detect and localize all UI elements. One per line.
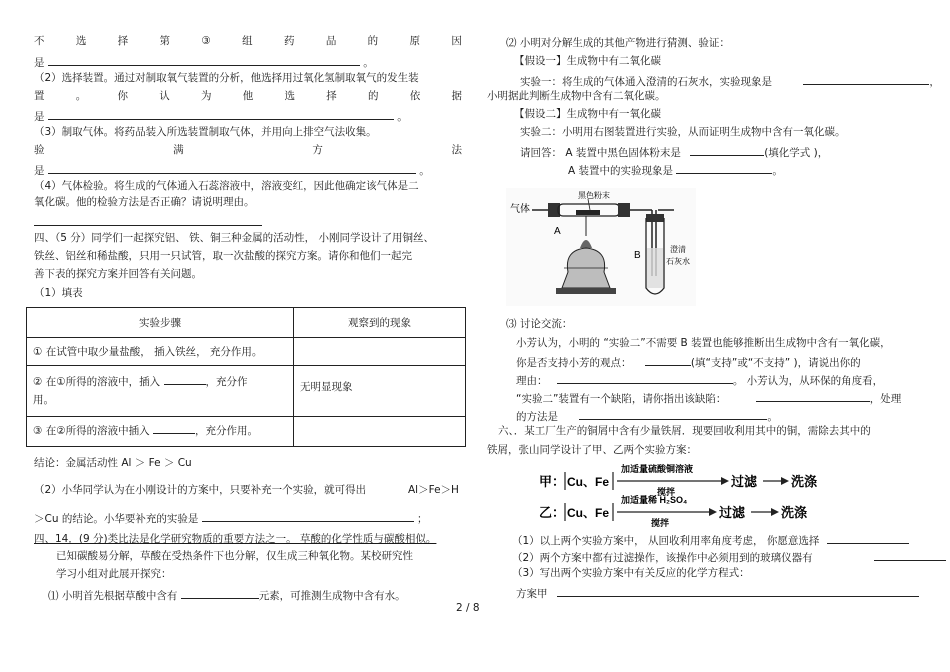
sub-question-1: （1）以上两个实验方案中， 从回收利用率角度考虑， 你愿意选择 — [512, 532, 909, 548]
q2-line-1: （2）小华同学认为在小刚设计的方案中，只要补充一个实验，就可得出 — [34, 484, 367, 496]
right-line-5: 【假设二】生成物中有一氧化碳 — [514, 108, 661, 120]
answer-blank[interactable] — [202, 510, 414, 522]
right-line-6: 实验二：小明用右图装置进行实验，从而证明生成物中含有一氧化碳。 — [520, 126, 846, 138]
right-line-14: 的方法是 。 — [516, 408, 778, 424]
answer-blank[interactable] — [48, 162, 416, 174]
q6-line-1: 六、．某工厂生产的铜屑中含有少量铁屑．现要回收利用其中的铜，需除去其中的 — [498, 425, 871, 437]
right-line-7: 请回答： A 装置中黑色固体粉末是 (填化学式 )， — [520, 144, 828, 160]
char: ③ — [201, 35, 211, 47]
right-line-9: ⑶ 讨论交流： — [506, 318, 573, 330]
char: 选 — [75, 35, 87, 47]
reason-blank-line[interactable] — [34, 214, 262, 230]
char: 原 — [409, 35, 421, 47]
answer-blank[interactable] — [579, 408, 767, 420]
q4-line-3: 善下表的探究方案并回答有关问题。 — [34, 268, 202, 280]
header-observation: 观察到的现象 — [294, 308, 466, 338]
q4-line-2: 铁丝、铝丝和稀盐酸，只用一只试管，取一次盐酸的探究方案。请你和他们一起完 — [34, 250, 412, 262]
scheme-jia-step3: 洗涤 — [791, 474, 818, 489]
answer-blank[interactable] — [690, 144, 764, 156]
answer-blank[interactable] — [48, 108, 394, 120]
scheme-jia-step2: 过滤 — [731, 474, 758, 489]
right-line-8: A 装置中的实验现象是 。 — [568, 162, 783, 178]
answer-blank[interactable] — [557, 585, 919, 597]
stopper-right — [618, 203, 630, 217]
scheme-yi-below: 搅拌 — [651, 518, 670, 528]
right-line-1: ⑵ 小明对分解生成的其他产物进行猜测、验证： — [506, 37, 730, 49]
row2-observation: 无明显现象 — [294, 366, 466, 416]
right-line-10: 小芳认为，小明的 “实验二”不需要 B 装置也能够推断出生成物中含有一氧化碳， — [516, 337, 891, 349]
left-line-8: 是 。 — [34, 162, 430, 178]
apparatus-diagram — [506, 188, 696, 306]
experiment-table — [26, 307, 466, 447]
right-line-4: 小明据此判断生成物中含有二氧化碳。 — [487, 90, 666, 102]
black-powder — [576, 210, 600, 215]
right-line-2: 【假设一】生成物中有二氧化碳 — [514, 55, 661, 67]
answer-blank[interactable] — [34, 214, 262, 226]
row3-observation[interactable] — [294, 416, 466, 446]
answer-blank[interactable] — [557, 372, 733, 384]
char: 药 — [283, 35, 295, 47]
scheme-yi-label: 乙： — [539, 505, 566, 520]
q2-line-2: ＞Cu 的结论。小华要补充的实验是 ； — [34, 510, 428, 526]
answer-blank[interactable] — [676, 162, 772, 174]
q6-line-2: 铁屑，张山同学设计了甲、乙两个实验方案： — [487, 444, 697, 456]
left-line-3: （2）选择装置。通过对制取氧气装置的分析，他选择用过氧化氢制取氧气的发生装 — [34, 72, 419, 84]
left-line-5: 是 。 — [34, 108, 408, 124]
scheme-yi-mix: Cu、Fe — [567, 506, 610, 520]
conclusion: 结论：金属活动性 Al ＞ Fe ＞ Cu — [34, 457, 192, 469]
answer-blank[interactable] — [827, 532, 909, 544]
q14-sub1: ⑴ 小明首先根据草酸中含有 元素，可推测生成物中含有水。 — [48, 587, 406, 603]
header-step: 实验步骤 — [27, 308, 294, 338]
answer-blank[interactable] — [181, 587, 259, 599]
row3-step: ③ 在②所得的溶液中插入 ，充分作用。 — [27, 416, 294, 446]
lamp-base — [556, 288, 616, 294]
right-line-11: 你是否支持小芳的观点： (填“支持”或“不支持” )，请说出你的 — [516, 354, 861, 370]
scheme-jia-mix: Cu、Fe — [567, 475, 610, 489]
q14-line-2: 已知碳酸易分解，草酸在受热条件下也分解，仅生成三种氧化物。某校研究性 — [56, 550, 413, 562]
lime-label-2: 石灰水 — [666, 257, 690, 266]
left-line-4: 置 。 你 认 为 他 选 择 的 依 据 — [34, 90, 462, 102]
scheme-jia-below: 搅拌 — [657, 487, 676, 497]
answer-blank[interactable] — [164, 373, 206, 385]
scheme-yi-above: 加适量稀 H₂SO₄ — [621, 495, 688, 505]
answer-blank[interactable] — [645, 354, 691, 366]
gas-label: 气体 — [510, 204, 530, 215]
answer-blank[interactable] — [153, 422, 195, 434]
scheme-yi-step2: 过滤 — [719, 505, 746, 520]
row2-step: ② 在①所得的溶液中，插入 ，充分作 用。 — [27, 366, 294, 416]
q14-line-3: 学习小组对此展开探究： — [56, 568, 172, 580]
char: 第 — [159, 35, 171, 47]
char: 择 — [117, 35, 129, 47]
char: 品 — [325, 35, 337, 47]
sub-question-2: （2）两个方案中都有过滤操作，该操作中必须用到的玻璃仪器有 — [512, 549, 946, 565]
char: 不 — [34, 35, 45, 47]
left-line-6: （3）制取气体。将药品装入所选装置制取气体，并用向上排空气法收集。 — [34, 126, 377, 138]
right-line-12: 理由： 。 小芳认为，从环保的角度看， — [516, 372, 883, 388]
page-number: 2 / 8 — [456, 602, 480, 614]
char: 因 — [451, 35, 462, 47]
answer-blank[interactable] — [874, 549, 946, 561]
lime-label-1: 澄清 — [670, 245, 686, 254]
scheme-yi-step3: 洗涤 — [781, 505, 808, 520]
q14-line-1: 四、14．(9 分)类比法是化学研究物质的重要方法之一。 草酸的化学性质与碳酸相似。 — [34, 533, 437, 545]
fill-table-label: （1）填表 — [34, 287, 83, 299]
right-line-3: 实验一：将生成的气体通入澄清的石灰水，实验现象是 ， — [520, 73, 940, 89]
scheme-yi — [537, 490, 877, 532]
left-line-2: 是 。 — [34, 54, 374, 70]
sub-question-4: 方案甲 — [516, 585, 919, 601]
left-line-7: 验 满 方 法 — [34, 144, 462, 156]
answer-blank[interactable] — [803, 73, 929, 85]
label-b: B — [634, 250, 641, 261]
top-label: 黑色粉末 — [578, 191, 610, 200]
char: 组 — [242, 35, 253, 47]
right-line-13: “实验二”装置有一个缺陷，请你指出该缺陷： ，处理 — [516, 390, 901, 406]
row1-step: ① 在试管中取少量盐酸， 插入铁丝， 充分作用。 — [27, 338, 294, 366]
left-line-10: 氧化碳。他的检验方法是否正确？请说明理由。 — [34, 196, 255, 208]
row1-observation[interactable] — [294, 338, 466, 366]
label-a: A — [554, 226, 561, 237]
left-line-1 — [34, 35, 462, 48]
scheme-jia-above: 加适量硫酸铜溶液 — [621, 464, 694, 474]
scheme-jia-label: 甲： — [539, 474, 566, 489]
left-line-9: （4）气体检验。将生成的气体通入石蕊溶液中，溶液变红，因此他确定该气体是二 — [34, 180, 419, 192]
answer-blank[interactable] — [756, 390, 870, 402]
char: 的 — [367, 35, 379, 47]
answer-blank[interactable] — [48, 54, 360, 66]
q2-line-1-right: Al＞Fe＞H — [408, 484, 459, 496]
q4-line-1: 四、（5 分）同学们一起探究铝、 铁、铜三种金属的活动性， 小刚同学设计了用铜丝、 — [34, 232, 434, 244]
sub-question-3: （3）写出两个实验方案中有关反应的化学方程式： — [512, 567, 750, 579]
